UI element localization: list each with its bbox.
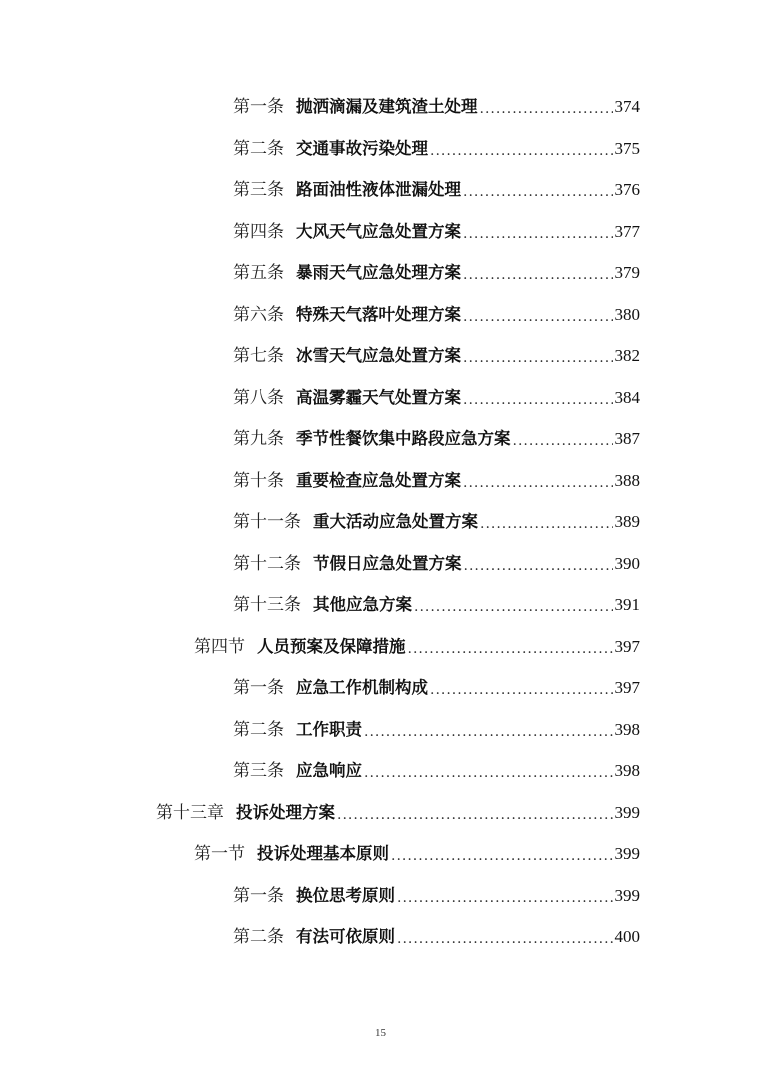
dot-leader xyxy=(513,426,613,456)
toc-entry-page: 399 xyxy=(614,844,640,863)
toc-entry-title: 高温雾霾天气处置方案 xyxy=(296,387,461,407)
toc-entry-title: 大风天气应急处置方案 xyxy=(296,221,461,241)
toc-entry-title: 应急响应 xyxy=(296,761,362,780)
dot-leader xyxy=(364,758,613,788)
dot-leader xyxy=(463,468,613,498)
dot-leader xyxy=(480,94,613,124)
toc-entry[interactable] xyxy=(194,632,640,662)
toc-entry-title: 应急工作机制构成 xyxy=(296,678,428,697)
dot-leader xyxy=(408,634,613,664)
toc-entry-page: 375 xyxy=(614,138,640,158)
dot-leader xyxy=(463,343,613,373)
toc-entry-number: 第五条 xyxy=(233,263,284,283)
toc-entry-title: 有法可依原则 xyxy=(296,927,395,946)
toc-entry-number: 第二条 xyxy=(233,927,284,947)
page-number: 15 xyxy=(375,1027,386,1039)
toc-entry-number: 第一条 xyxy=(233,885,284,906)
toc-entry-page: 382 xyxy=(614,346,640,365)
toc-entry-number: 第十三条 xyxy=(233,595,301,615)
toc-entry-title: 投诉处理基本原则 xyxy=(257,844,389,863)
dot-leader xyxy=(391,841,613,871)
toc-entry[interactable] xyxy=(156,798,640,828)
dot-leader xyxy=(463,385,613,415)
toc-entry-page: 398 xyxy=(614,719,640,739)
toc-entry-number: 第一条 xyxy=(233,97,284,117)
toc-entry[interactable] xyxy=(233,922,640,952)
toc-entry[interactable] xyxy=(233,383,640,413)
toc-entry-number: 第十一条 xyxy=(233,512,301,532)
dot-leader xyxy=(463,260,613,290)
toc-entry[interactable] xyxy=(233,258,640,288)
toc-entry-title: 其他应急方案 xyxy=(313,595,412,614)
toc-entry-number: 第十三章 xyxy=(156,802,224,823)
toc-entry-number: 第一条 xyxy=(233,678,284,698)
dot-leader xyxy=(463,219,613,249)
toc-entry[interactable] xyxy=(233,466,640,496)
toc-entry-title: 暴雨天气应急处理方案 xyxy=(296,263,461,282)
toc-entry-number: 第六条 xyxy=(233,304,284,325)
toc-entry-number: 第十二条 xyxy=(233,553,301,574)
toc-entry-page: 400 xyxy=(614,927,640,946)
dot-leader xyxy=(463,177,613,207)
dot-leader xyxy=(463,302,613,332)
dot-leader xyxy=(337,800,613,830)
toc-entry-title: 冰雪天气应急处置方案 xyxy=(296,346,461,365)
dot-leader xyxy=(430,136,613,166)
toc-entry-title: 重要检查应急处置方案 xyxy=(296,470,461,490)
toc-entry-page: 397 xyxy=(614,678,640,697)
toc-entry[interactable] xyxy=(233,756,640,786)
toc-entry-number: 第八条 xyxy=(233,387,284,408)
toc-entry[interactable] xyxy=(233,341,640,371)
toc-entry[interactable] xyxy=(233,217,640,247)
toc-entry-title: 路面油性液体泄漏处理 xyxy=(296,180,461,199)
toc-entry-page: 399 xyxy=(614,885,640,905)
toc-entry-number: 第十条 xyxy=(233,470,284,491)
toc-entry-title: 投诉处理方案 xyxy=(236,802,335,822)
toc-entry-page: 377 xyxy=(614,221,640,241)
toc-entry-number: 第二条 xyxy=(233,719,284,740)
toc-entry-page: 384 xyxy=(614,387,640,407)
toc-entry-title: 换位思考原则 xyxy=(296,885,395,905)
toc-entry-number: 第四条 xyxy=(233,221,284,242)
toc-entry-page: 376 xyxy=(614,180,640,199)
toc-entry[interactable] xyxy=(233,300,640,330)
toc-entry-title: 工作职责 xyxy=(296,719,362,739)
toc-entry[interactable] xyxy=(233,549,640,579)
toc-entry[interactable] xyxy=(233,507,640,537)
toc-entry-page: 397 xyxy=(614,636,640,656)
toc-entry[interactable] xyxy=(233,881,640,911)
dot-leader xyxy=(464,551,613,581)
toc-entry-page: 398 xyxy=(614,761,640,780)
toc-entry-page: 390 xyxy=(614,553,640,573)
toc-entry-title: 节假日应急处置方案 xyxy=(313,553,462,573)
toc-entry-page: 389 xyxy=(614,512,640,531)
toc-entry[interactable] xyxy=(233,92,640,122)
dot-leader xyxy=(397,883,613,913)
toc-entry-number: 第三条 xyxy=(233,180,284,200)
toc-entry[interactable] xyxy=(233,175,640,205)
dot-leader xyxy=(414,592,613,622)
dot-leader xyxy=(430,675,613,705)
dot-leader xyxy=(364,717,613,747)
toc-entry-page: 374 xyxy=(614,97,640,116)
toc-entry[interactable] xyxy=(233,134,640,164)
toc-entry[interactable] xyxy=(233,590,640,620)
toc-entry[interactable] xyxy=(233,673,640,703)
toc-entry-number: 第三条 xyxy=(233,761,284,781)
toc-entry-page: 387 xyxy=(614,429,640,448)
toc-entry-number: 第七条 xyxy=(233,346,284,366)
toc-entry-page: 380 xyxy=(614,304,640,324)
toc-entry-page: 388 xyxy=(614,470,640,490)
toc-entry-title: 季节性餐饮集中路段应急方案 xyxy=(296,429,511,448)
dot-leader xyxy=(480,509,613,539)
toc-entry-page: 391 xyxy=(614,595,640,614)
toc-entry-number: 第四节 xyxy=(194,636,245,657)
toc-entry-page: 399 xyxy=(614,802,640,822)
toc-entry-title: 特殊天气落叶处理方案 xyxy=(296,304,461,324)
toc-entry[interactable] xyxy=(194,839,640,869)
toc-entry-title: 交通事故污染处理 xyxy=(296,138,428,158)
toc-entry[interactable] xyxy=(233,715,640,745)
toc-entry-number: 第一节 xyxy=(194,844,245,864)
toc-entry-page: 379 xyxy=(614,263,640,282)
toc-entry-number: 第九条 xyxy=(233,429,284,449)
dot-leader xyxy=(397,924,613,954)
toc-entry-title: 人员预案及保障措施 xyxy=(257,636,406,656)
toc-entry-number: 第二条 xyxy=(233,138,284,159)
toc-entry-title: 重大活动应急处置方案 xyxy=(313,512,478,531)
toc-entry-title: 抛洒滴漏及建筑渣土处理 xyxy=(296,97,478,116)
toc-entry[interactable] xyxy=(233,424,640,454)
